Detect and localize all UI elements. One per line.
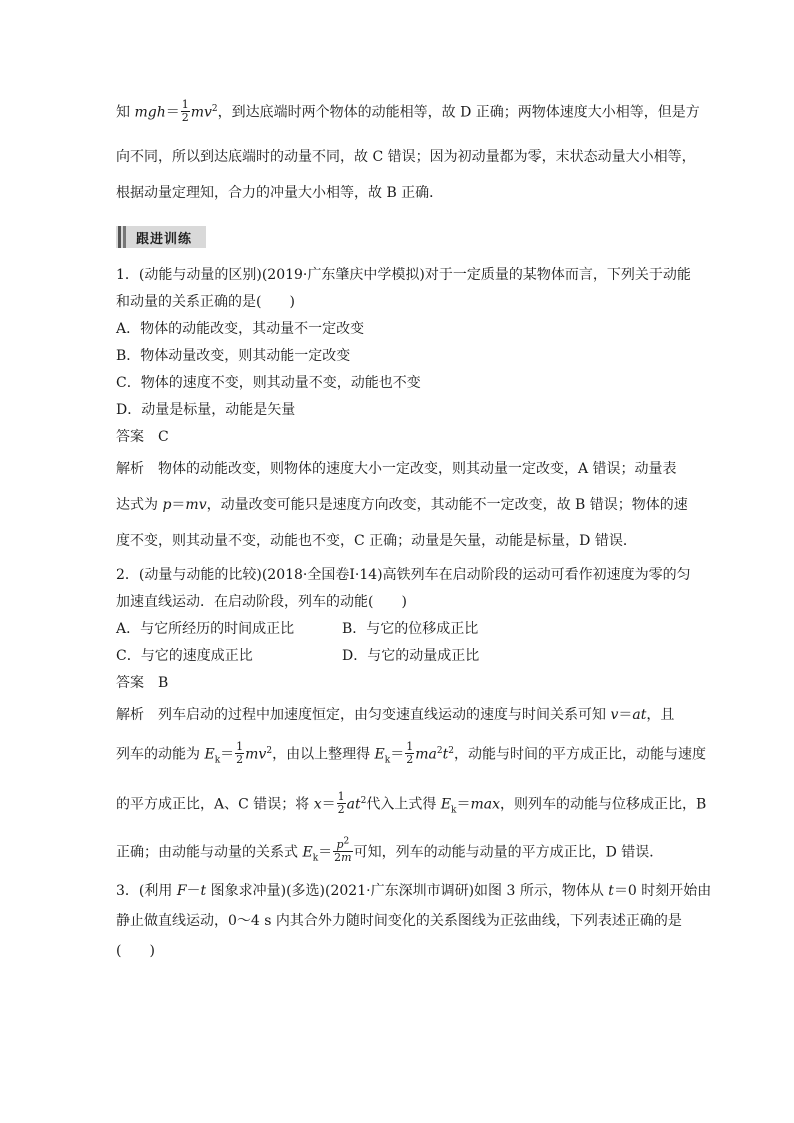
heading-bar-icon (118, 226, 121, 248)
intro-line-1: 知 mgh＝ $\frac{1}{2}$ $mv^2$，到达底端时两个物体的动能相等，故 D 正确；两物体速度大小相等，但是方 (116, 98, 700, 124)
q2-explanation-line-2: 列车的动能为 $E_k=$ $\frac{1}{2}$ $mv^2$，由以上整理得 $E_k=$ $\frac{1}{2}$ $ma^2t^2$，动能与时间的平方成正比，动能与速度 (116, 740, 706, 766)
q1-explanation-line-2: 达式为 p＝mv，动量改变可能只是速度方向改变，其动能不一定改变，故 B 错误；物体的速 (116, 497, 688, 513)
intro-line-3: 根据动量定理知，合力的冲量大小相等，故 B 正确． (116, 185, 444, 201)
section-heading (116, 226, 206, 248)
q1-stem-line-2: 和动量的关系正确的是( ) (116, 294, 295, 310)
q2-answer: 答案 B (116, 675, 169, 691)
q1-stem-line-1: 1．(动能与动量的区别)(2019·广东肇庆中学模拟)对于一定质量的某物体而言，下列关于动能 (116, 267, 691, 283)
q1-explanation-line-3: 度不变，则其动量不变，动能也不变，C 正确；动量是矢量，动能是标量，D 错误． (116, 533, 637, 549)
q3-stem-line-3: ( ) (116, 943, 155, 959)
q3-stem-line-2: 静止做直线运动，0～4 s 内其合外力随时间变化的关系图线为正弦曲线，下列表述正确的是 (116, 913, 682, 929)
intro-line-2: 向不同，所以到达底端时的动量不同，故 C 错误；因为初动量都为零，末状态动量大小相等， (116, 149, 696, 165)
q1-option-d: D．动量是标量，动能是矢量 (116, 402, 296, 418)
q2-option-d: D．与它的动量成正比 (342, 648, 480, 664)
q1-option-a: A．物体的动能改变，其动量不一定改变 (116, 321, 365, 337)
q1-option-c: C．物体的速度不变，则其动量不变，动能也不变 (116, 375, 421, 391)
q2-stem-line-1: 2．(动量与动能的比较)(2018·全国卷Ⅰ·14)高铁列车在启动阶段的运动可看作初速度为零的匀 (116, 567, 691, 583)
q2-explanation-line-4: 正确；由动能与动量的关系式 $E_k=$ $\frac{p^2}{2m}$ 可知，列车的动能与动量的平方成正比，D 错误． (116, 836, 664, 864)
section-title: 跟进训练 (136, 231, 193, 247)
q2-stem-line-2: 加速直线运动．在启动阶段，列车的动能( ) (116, 594, 407, 610)
intro-text: 知 (116, 104, 130, 121)
q2-explanation-line-3: 的平方成正比，A、C 错误；将 x＝ $\frac{1}{2}$ $at^2$代入上式得 $E_k=\max$，则列车的动能与位移成正比，B (116, 790, 707, 816)
q2-option-b: B．与它的位移成正比 (342, 621, 479, 637)
q2-option-c: C．与它的速度成正比 (116, 648, 253, 664)
q1-option-b: B．物体动量改变，则其动能一定改变 (116, 348, 351, 364)
q2-explanation-line-1: 解析 列车启动的过程中加速度恒定，由匀变速直线运动的速度与时间关系可知 v＝at，且 (116, 707, 675, 723)
q1-explanation-line-1: 解析 物体的动能改变，则物体的速度大小一定改变，则其动量一定改变，A 错误；动量表 (116, 461, 677, 477)
intro-text: ，到达底端时两个物体的动能相等，故 D 正确；两物体速度大小相等，但是方 (217, 104, 700, 121)
q3-stem-line-1: 3．(利用 F－t 图象求冲量)(多选)(2021·广东深圳市调研)如图 3 所示，物体从 t＝0 时刻开始由 (116, 883, 712, 899)
heading-bar-icon (123, 226, 126, 248)
q2-option-a: A．与它所经历的时间成正比 (116, 621, 295, 637)
q1-answer: 答案 C (116, 429, 169, 445)
